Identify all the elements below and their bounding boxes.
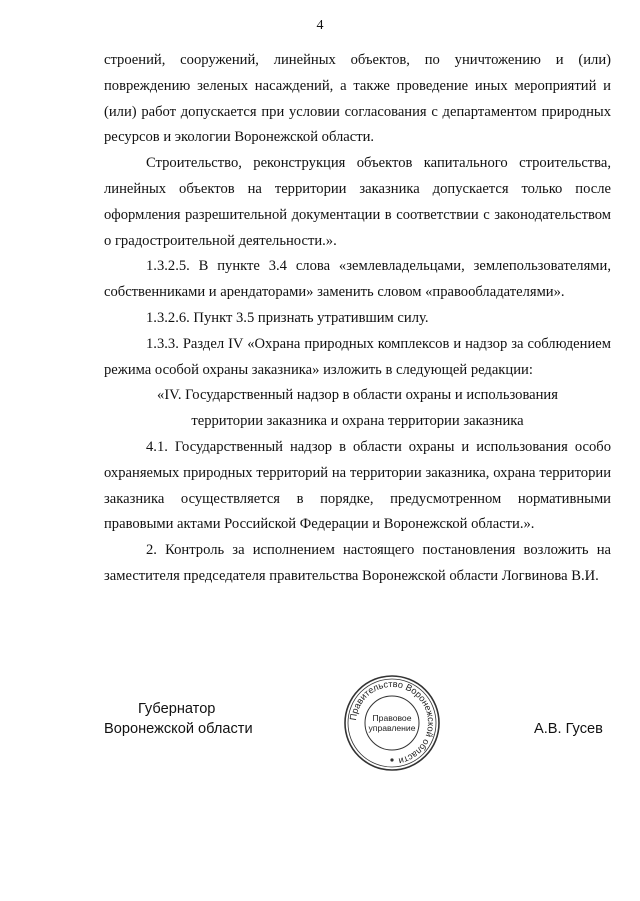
paragraph-1-3-2-5: 1.3.2.5. В пункте 3.4 слова «землевладельцами, землепользователями, собственниками и арендаторами» заменить словом «правообладателями». <box>104 258 611 301</box>
signatory-title <box>104 699 253 739</box>
stamp-seal-graphic <box>342 673 442 773</box>
paragraph-1-3-3: 1.3.3. Раздел IV «Охрана природных комплексов и надзор за соблюдением режима особой охраны заказника» изложить в следующей редакции: <box>104 335 611 378</box>
paragraph-1-3-2-6: 1.3.2.6. Пункт 3.5 признать утратившим силу. <box>146 309 429 326</box>
stamp-ring-text: Правительство Воронежской области <box>348 678 437 767</box>
stamp-center-line1: Правовое <box>372 713 412 723</box>
section-heading-line2: территории заказника и охрана территории заказника <box>191 413 524 430</box>
paragraph-2: 2. Контроль за исполнением настоящего постановления возложить на заместителя председателя правительства Воронежской области Логвинова В.И. <box>104 542 611 584</box>
signatory-name: А.В. Гусев <box>534 721 603 737</box>
stamp-center-line2: управление <box>368 723 416 733</box>
paragraph-construction: Строительство, реконструкция объектов капитального строительства, линейных объектов на территории заказника допускается только после оформления разрешительной документации в соответствии с законодательством о градостроительной деятельности.». <box>104 155 611 249</box>
page-number: 4 <box>316 18 324 33</box>
document-body <box>104 48 611 590</box>
section-heading-line1: «IV. Государственный надзор в области охраны и использования <box>157 387 558 404</box>
signatory-title-line1: Губернатор <box>138 701 216 717</box>
signatory-title-line2: Воронежской области <box>104 721 253 737</box>
paragraph-continuation: строений, сооружений, линейных объектов, по уничтожению и (или) повреждению зеленых насаждений, а также проведение иных мероприятий и (или) работ допускается при условии согласования с департаментом природных ресурсов и экологии Воронежской области. <box>104 52 611 146</box>
stamp-dot-icon <box>390 758 393 761</box>
official-stamp <box>342 673 442 773</box>
paragraph-4-1: 4.1. Государственный надзор в области охраны и использования особо охраняемых природных территорий на территории заказника, охрана территории заказника осуществляется в порядке, предусмотренном нормативными правовыми актами Российской Федерации и Воронежской области.». <box>104 438 611 533</box>
